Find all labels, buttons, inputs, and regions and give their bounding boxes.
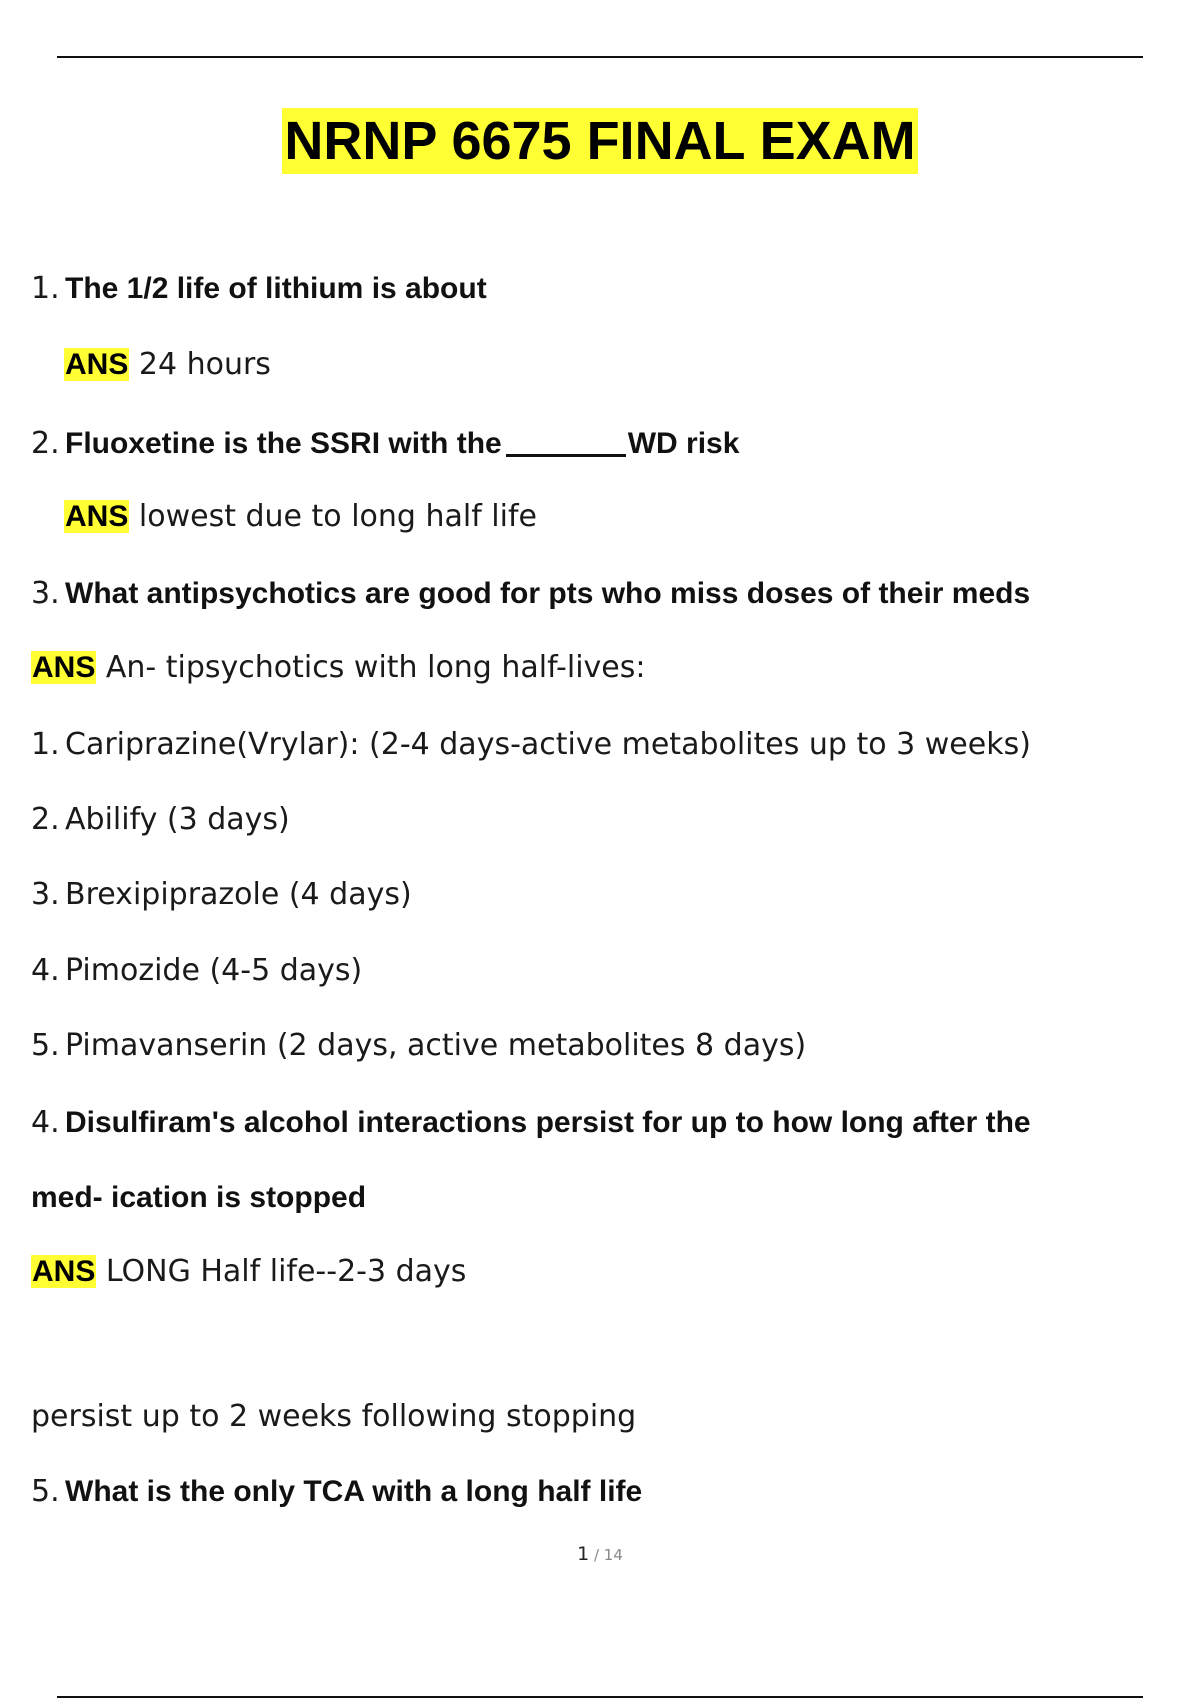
answer-2 bbox=[64, 496, 537, 537]
question-3 bbox=[31, 573, 1030, 614]
list-item bbox=[31, 724, 1031, 765]
ans-label: ANS bbox=[32, 1255, 96, 1288]
question-number: 2. bbox=[31, 426, 60, 461]
answer-4 bbox=[31, 1251, 466, 1292]
answer-text: LONG Half life--2-3 days bbox=[96, 1254, 467, 1289]
list-text: Pimozide (4-5 days) bbox=[65, 953, 363, 988]
question-text: Disulfiram's alcohol interactions persist for up to how long after the bbox=[65, 1106, 1031, 1139]
list-item bbox=[31, 799, 290, 840]
top-rule bbox=[57, 56, 1143, 58]
title-wrap bbox=[0, 108, 1200, 174]
list-text: Brexipiprazole (4 days) bbox=[65, 877, 412, 912]
ans-label: ANS bbox=[32, 651, 96, 684]
answer-4-extra bbox=[31, 1396, 636, 1437]
question-4 bbox=[31, 1102, 1031, 1143]
list-item bbox=[31, 1025, 806, 1066]
page-indicator bbox=[0, 1543, 1200, 1565]
list-item bbox=[31, 874, 412, 915]
question-number: 3. bbox=[31, 576, 60, 611]
answer-text: persist up to 2 weeks following stopping bbox=[31, 1399, 637, 1434]
question-2 bbox=[31, 420, 739, 464]
answer-text: lowest due to long half life bbox=[129, 499, 537, 534]
list-number: 4. bbox=[31, 953, 60, 988]
bottom-rule bbox=[57, 1696, 1143, 1698]
total-pages: / 14 bbox=[589, 1546, 623, 1564]
question-text: What is the only TCA with a long half life bbox=[65, 1475, 643, 1508]
question-text-start: Fluoxetine is the SSRI with the bbox=[65, 427, 502, 460]
question-4-continued bbox=[31, 1177, 366, 1218]
list-number: 1. bbox=[31, 727, 60, 762]
list-number: 3. bbox=[31, 877, 60, 912]
question-text: med- ication is stopped bbox=[31, 1181, 367, 1214]
exam-title: NRNP 6675 FINAL EXAM bbox=[282, 108, 917, 174]
question-number: 4. bbox=[31, 1105, 60, 1140]
fill-in-blank bbox=[506, 424, 626, 457]
list-text: Cariprazine(Vrylar): (2-4 days-active metabolites up to 3 weeks) bbox=[65, 727, 1031, 762]
answer-1 bbox=[64, 344, 271, 385]
question-text: What antipsychotics are good for pts who miss doses of their meds bbox=[65, 577, 1031, 610]
question-number: 1. bbox=[31, 271, 60, 306]
question-1 bbox=[31, 268, 487, 309]
ans-label: ANS bbox=[65, 348, 129, 381]
list-number: 2. bbox=[31, 802, 60, 837]
question-number: 5. bbox=[31, 1474, 60, 1509]
ans-label: ANS bbox=[65, 500, 129, 533]
list-text: Pimavanserin (2 days, active metabolites 8 days) bbox=[65, 1028, 807, 1063]
answer-text: An- tipsychotics with long half-lives: bbox=[96, 650, 646, 685]
question-text-end: WD risk bbox=[627, 427, 740, 460]
answer-text: 24 hours bbox=[129, 347, 271, 382]
answer-3 bbox=[31, 647, 645, 688]
question-5 bbox=[31, 1471, 642, 1512]
current-page: 1 bbox=[577, 1543, 590, 1565]
question-text: The 1/2 life of lithium is about bbox=[65, 272, 487, 305]
list-text: Abilify (3 days) bbox=[65, 802, 290, 837]
list-item bbox=[31, 950, 362, 991]
list-number: 5. bbox=[31, 1028, 60, 1063]
